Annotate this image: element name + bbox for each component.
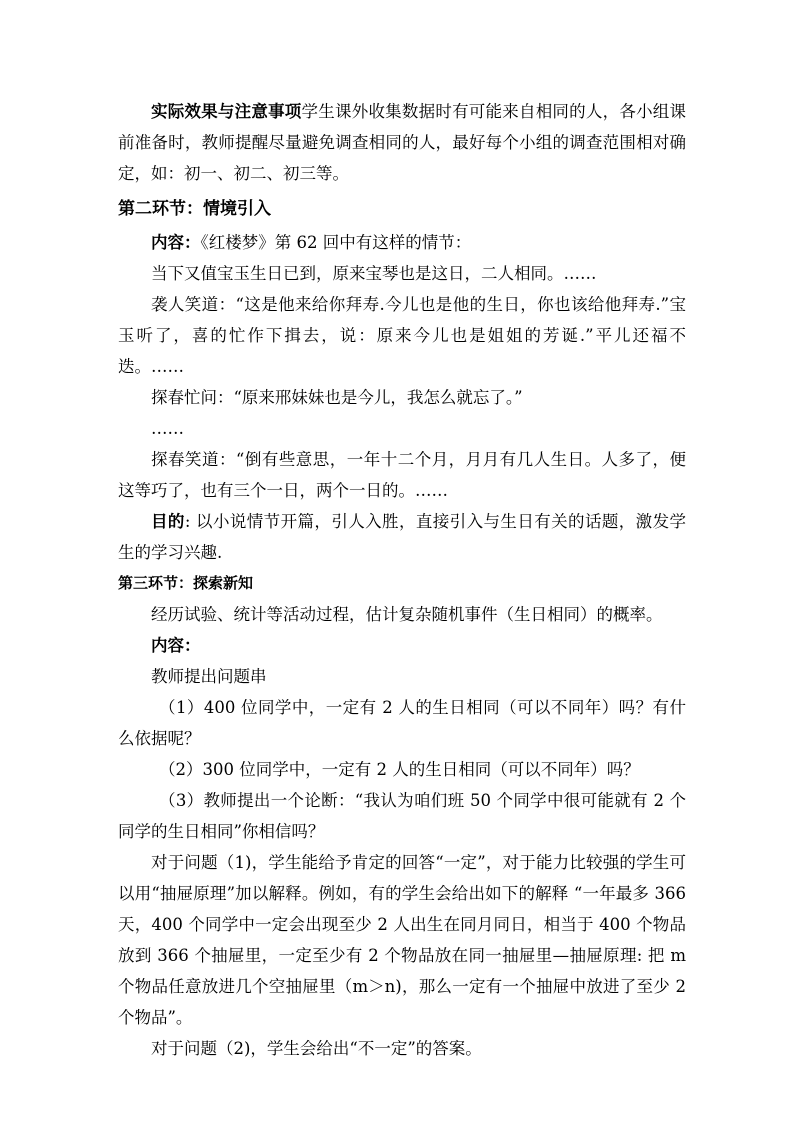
- quote-line-1: 当下又值宝玉生日已到，原来宝琴也是这日，二人相同。……: [151, 264, 597, 283]
- quote-line-3: 探春忙问：“原来邢妹妹也是今儿，我怎么就忘了。”: [151, 388, 523, 407]
- effect-notes-label: 实际效果与注意事项: [151, 102, 302, 121]
- content-label: 内容：: [151, 233, 201, 252]
- goal-paragraph: [118, 506, 686, 568]
- question-3: （3）教师提出一个论断：“我认为咱们班 50 个同学中很可能就有 2 个同学的生日相同”你相信吗？: [118, 791, 686, 841]
- section-2-heading: 第二环节：情境引入: [118, 199, 271, 219]
- quote-line-5: 探春笑道：“倒有些意思，一年十二个月，月月有几人生日。人多了，便这等巧了，也有三个一日，两个一日的。……: [118, 450, 686, 500]
- section-3-content-label: 内容：: [151, 636, 201, 655]
- section-2-content-paragraph: [118, 227, 686, 258]
- section-3-intro: 经历试验、统计等活动过程，估计复杂随机事件（生日相同）的概率。: [151, 605, 663, 624]
- answer-2-paragraph: 对于问题（2)，学生会给出“不一定”的答案。: [151, 1039, 482, 1058]
- quote-ellipsis: ……: [151, 419, 184, 438]
- question-1: （1）400 位同学中，一定有 2 人的生日相同（可以不同年）吗？有什么依据呢？: [118, 698, 686, 748]
- effect-notes-text: 学生课外收集数据时有可能来自相同的人，各小组课前准备时，教师提醒尽量避免调查相同的人，最好每个小组的调查范围相对确定，如：初一、初二、初三等。: [118, 102, 687, 183]
- goal-text: : 以小说情节开篇，引人入胜，直接引入与生日有关的话题，激发学生的学习兴趣.: [118, 512, 687, 562]
- section-3-heading: 第三环节：探索新知: [118, 574, 254, 592]
- question-2: （2）300 位同学中，一定有 2 人的生日相同（可以不同年）吗？: [159, 760, 640, 779]
- question-series-intro: 教师提出问题串: [151, 667, 267, 686]
- document-body: [118, 96, 686, 1064]
- content-text: 《红楼梦》第 62 回中有这样的情节：: [200, 233, 472, 252]
- effect-notes-paragraph: [118, 96, 686, 189]
- quote-line-2: 袭人笑道：“这是他来给你拜寿.今儿也是他的生日，你也该给他拜寿.”宝玉听了，喜的忙作下揖去，说：原来今儿也是姐姐的芳诞.”平儿还福不迭。……: [118, 295, 686, 376]
- goal-label: 目的: [151, 512, 185, 531]
- answer-1-paragraph: 对于问题（1)，学生能给予肯定的回答“一定”，对于能力比较强的学生可以用“抽屉原理”加以解释。例如，有的学生会给出如下的解释 “一年最多 366 天，400 个同学中一定会出现至少 2 人出生在同月同日，相当于 400 个物品放到 366 个抽屉里，一定至少有 2 个物品放在同一抽屉里—抽屉原理: 把 m 个物品任意放进几个空抽屉里（m＞n)，那么一定有一个抽屉中放进了至少 2 个物品”。: [118, 853, 686, 1027]
